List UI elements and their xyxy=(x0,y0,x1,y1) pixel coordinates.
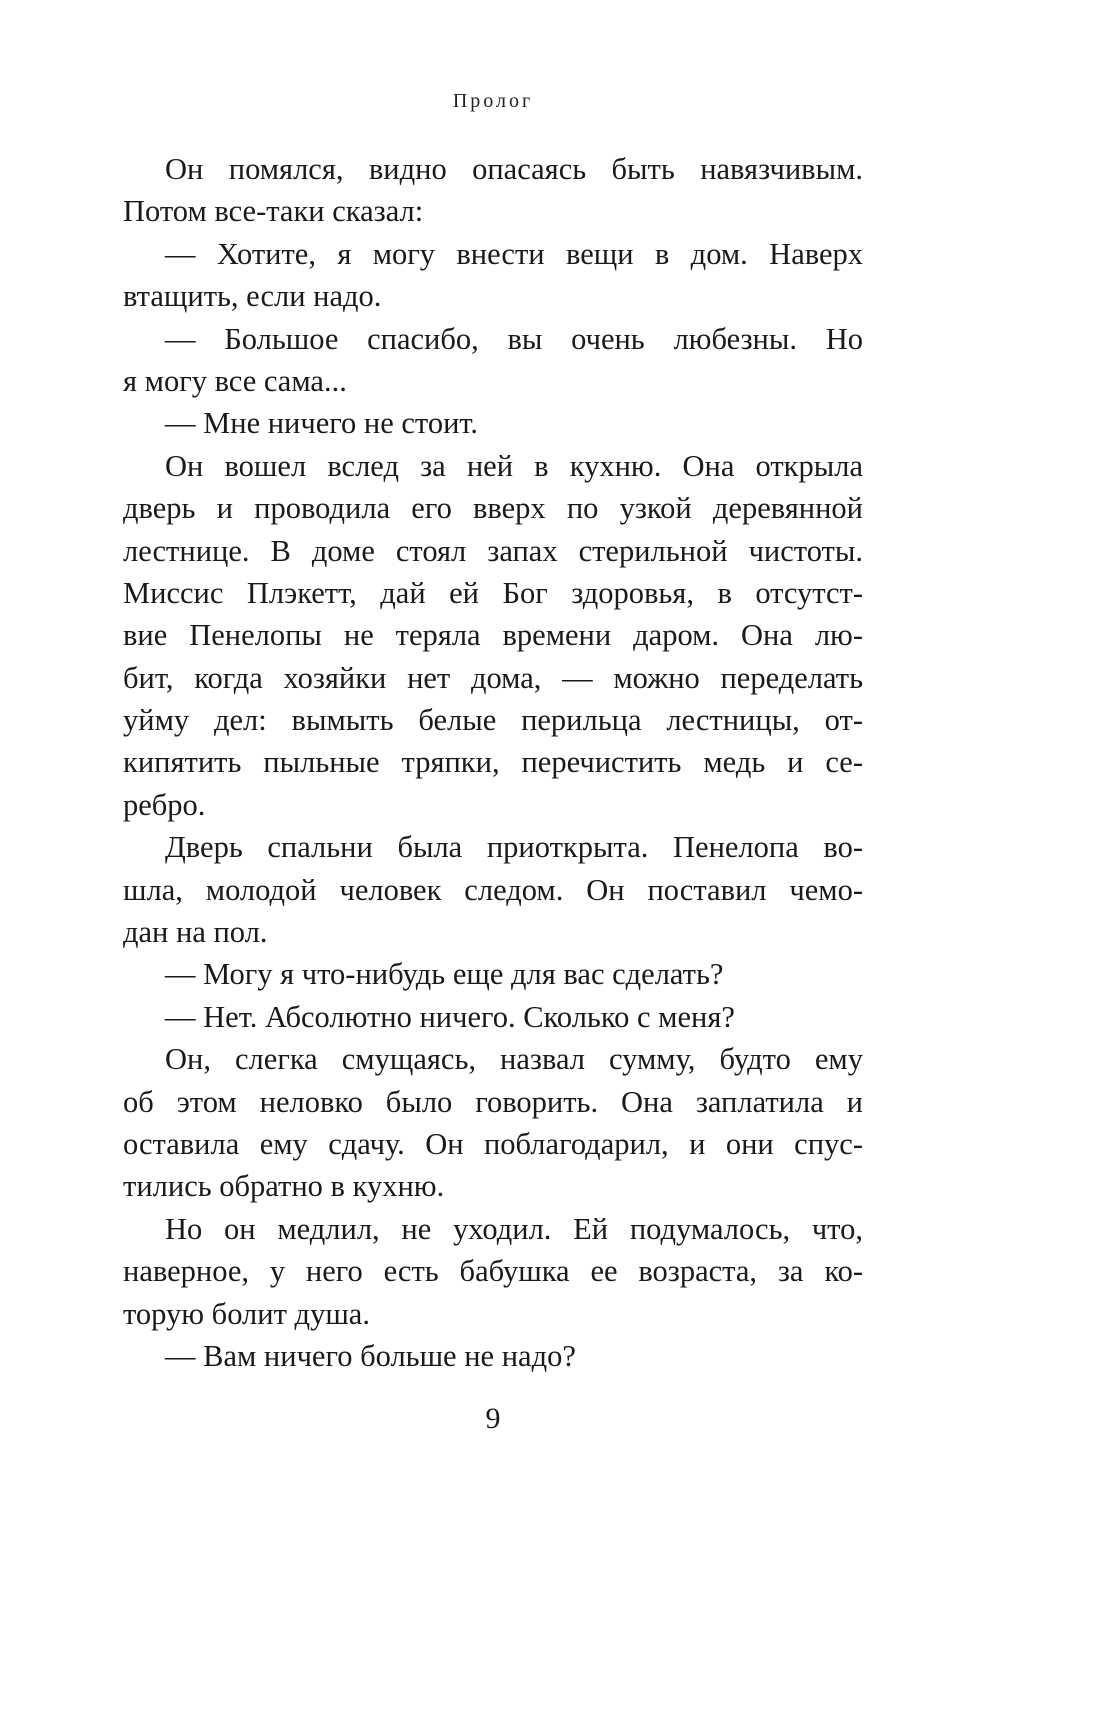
body-text xyxy=(123,148,863,1377)
text-line: Он вошел вслед за ней в кухню. Она открыла xyxy=(165,448,863,483)
text-line: Он, слегка смущаясь, назвал сумму, будто ему xyxy=(165,1042,863,1077)
text-line: дверь и проводила его вверх по узкой деревянной xyxy=(123,491,863,526)
text-line: — Вам ничего больше не надо? xyxy=(165,1338,576,1373)
text-line: я могу все сама... xyxy=(123,363,347,398)
text-line: бит, когда хозяйки нет дома, — можно переделать xyxy=(123,660,863,695)
text-line: Миссис Плэкетт, дай ей Бог здоровья, в отсутст- xyxy=(123,575,863,610)
text-line: — Хотите, я могу внести вещи в дом. Наверх xyxy=(165,236,863,271)
text-line: — Большое спасибо, вы очень любезны. Но xyxy=(165,321,863,356)
text-line: оставила ему сдачу. Он поблагодарил, и они спус- xyxy=(123,1126,863,1161)
text-line: — Мне ничего не стоит. xyxy=(165,406,479,441)
text-line: дан на пол. xyxy=(123,915,268,950)
page-number: 9 xyxy=(485,1402,501,1435)
text-line: — Нет. Абсолютно ничего. Сколько с меня? xyxy=(165,999,735,1034)
text-line: — Могу я что-нибудь еще для вас сделать? xyxy=(165,957,724,992)
text-line: Дверь спальни была приоткрыта. Пенелопа во- xyxy=(165,830,863,865)
text-line: кипятить пыльные тряпки, перечистить медь и се- xyxy=(123,745,863,780)
text-line: тились обратно в кухню. xyxy=(123,1169,445,1204)
text-line: втащить, если надо. xyxy=(123,279,382,314)
text-line: ребро. xyxy=(123,787,206,822)
text-line: наверное, у него есть бабушка ее возраста, за ко- xyxy=(123,1254,863,1289)
text-line: вие Пенелопы не теряла времени даром. Она лю- xyxy=(123,618,863,653)
text-line: шла, молодой человек следом. Он поставил чемо- xyxy=(123,872,863,907)
text-line: лестнице. В доме стоял запах стерильной чистоты. xyxy=(123,533,863,568)
text-line: уйму дел: вымыть белые перильца лестницы, от- xyxy=(123,703,863,738)
text-line: торую болит душа. xyxy=(123,1296,370,1331)
running-header: Пролог xyxy=(452,90,534,112)
text-line: Потом все-таки сказал: xyxy=(123,194,424,229)
text-line: об этом неловко было говорить. Она заплатила и xyxy=(123,1084,863,1119)
text-line: Но он медлил, не уходил. Ей подумалось, что, xyxy=(165,1211,863,1246)
text-line: Он помялся, видно опасаясь быть навязчивым. xyxy=(165,152,863,186)
